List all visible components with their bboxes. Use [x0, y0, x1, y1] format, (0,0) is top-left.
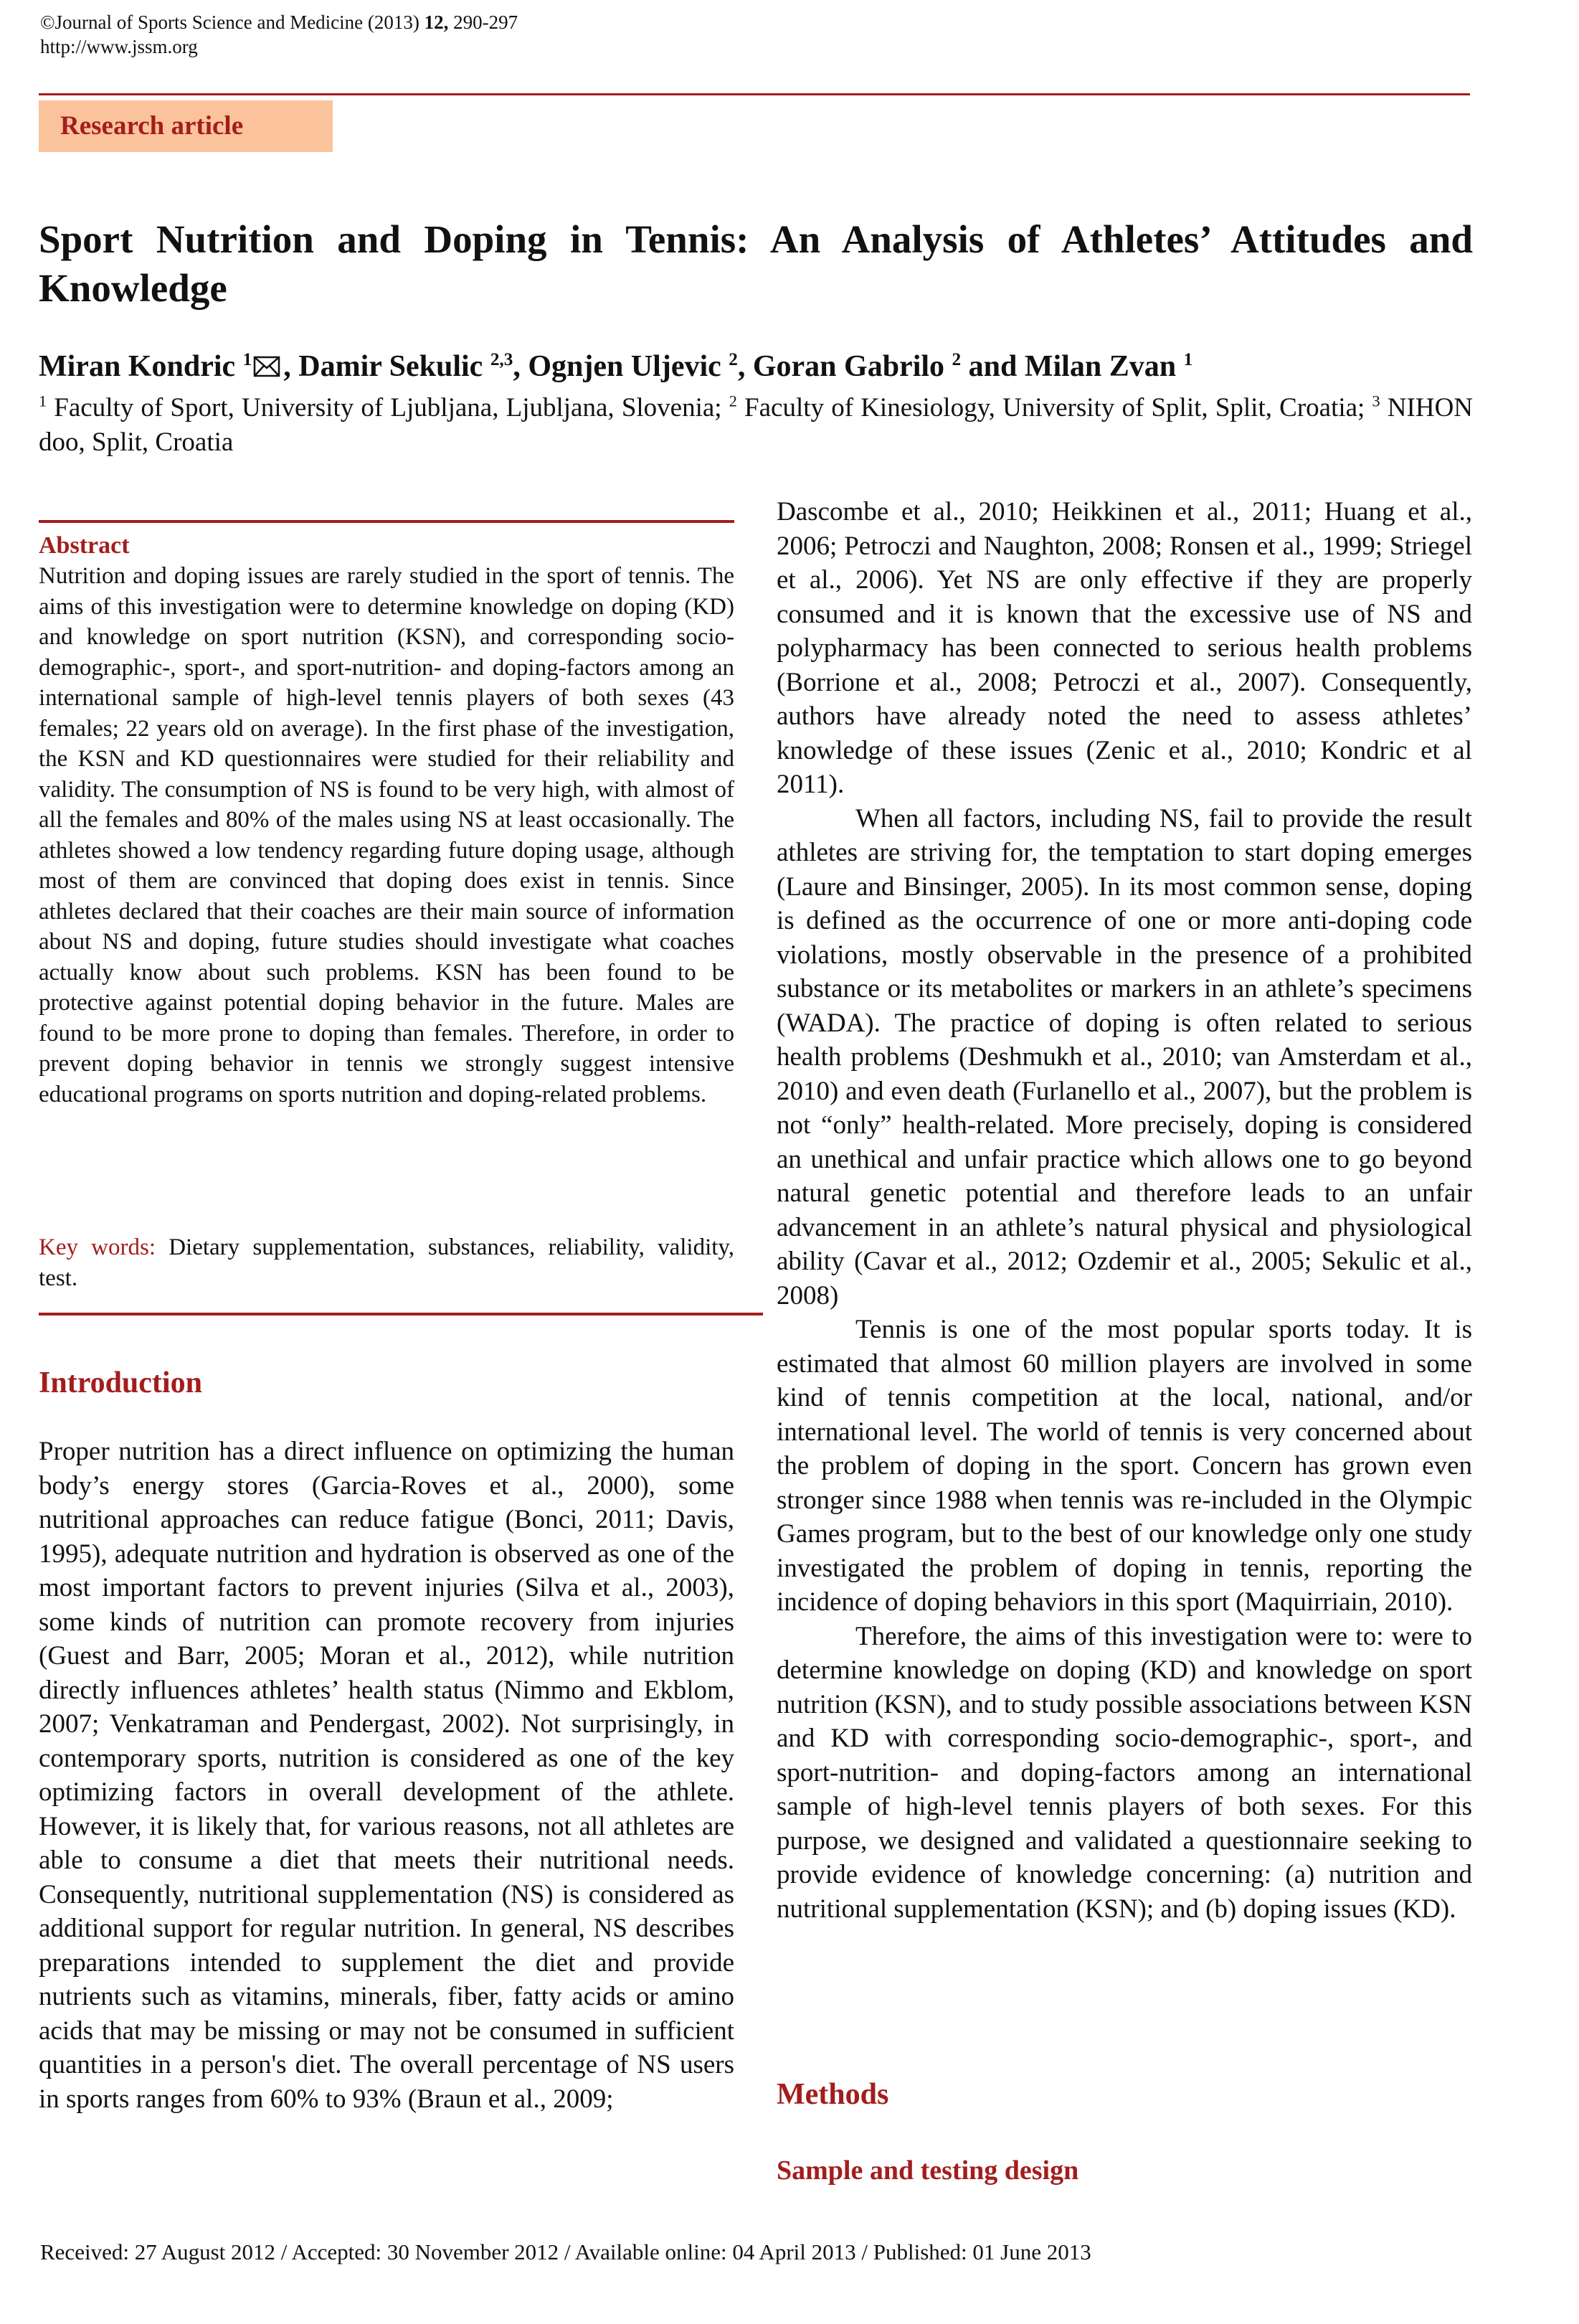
introduction-paragraph: Proper nutrition has a direct influence on optimizing the human body’s energy stores (Garcia-Roves et al., 2000), some nutritional approaches can reduce fatigue (Bonci, 2011; Davis, 1995), adequate nutrition and hydration is observed as one of the most important factors to prevent injuries (Silva et al., 2003), some kinds of nutrition can promote recovery from injuries (Guest and Barr, 2005; Moran et al., 2012), while nutrition directly influences athletes’ health status (Nimmo and Ekblom, 2007; Venkatraman and Pendergast, 2002). Not surprisingly, in contemporary sports, nutrition is considered as one of the key optimizing factors in overall development of the athlete. However, it is likely that, for various reasons, not all athletes are able to consume a diet that meets their nutritional needs. Consequently, nutritional supplementation (NS) is considered as additional support for regular nutrition. In general, NS describes preparations intended to supplement the diet and provide nutrients such as vitamins, minerals, fiber, fatty acids or amino acids that may be missing or may not be consumed in sufficient quantities in a person's diet. The overall percentage of NS users in sports ranges from 60% to 93% (Braun et al., 2009;: [39, 1437, 734, 2114]
author-name: , Ognjen Uljevic: [513, 350, 721, 383]
body-paragraph: When all factors, including NS, fail to provide the result athletes are striving for, the temptation to start doping emerges (Laure and Binsinger, 2005). In its most common sense, doping is defined as the occurrence of one or more anti-doping code violations, mostly observable in the presence of a prohibited substance or its metabolites or markers in an athlete’s specimens (WADA). The practice of doping is often related to serious health problems (Deshmukh et al., 2010; van Amsterdam et al., 2010) and even death (Furlanello et al., 2007), but the problem is not “only” health-related. More precisely, doping is considered an unethical and unfair practice which allows one to go beyond natural genetic potential and therefore leads to an unfair advancement in an athlete’s natural physical and physiological ability (Cavar et al., 2012; Ozdemir et al., 2005; Sekulic et al., 2008): [777, 803, 1472, 1310]
affil-sup: 1: [39, 392, 47, 410]
abstract-heading: Abstract: [39, 532, 130, 559]
methods-heading: Methods: [777, 2078, 889, 2111]
author-affil-sup: 2: [952, 350, 962, 369]
abstract-top-divider: [39, 520, 734, 523]
abstract-text: Nutrition and doping issues are rarely studied in the sport of tennis. The aims of this investigation were to determine knowledge on doping (KD) and knowledge on sport nutrition (KSN), and corresponding socio-demographic-, sport-, and sport-nutrition- and doping-factors among an international sample of high-level tennis players of both sexes (43 females; 22 years old on average). In the first phase of the investigation, the KSN and KD questionnaires were studied for their reliability and validity. The consumption of NS is found to be very high, with almost of all the females and 80% of the males using NS at least occasionally. The athletes showed a low tendency regarding future doping usage, although most of them are convinced that doping does exist in tennis. Since athletes declared that their coaches are their main source of information about NS and doping, future studies should investigate what coaches actually know about such problems. KSN has been found to be protective against potential doping behavior in the future. Males are found to be more prone to doping than females. Therefore, in order to prevent doping behavior in tennis we strongly suggest intensive educational programs on sports nutrition and doping-related problems.: [39, 563, 734, 1107]
header-divider: [39, 93, 1470, 95]
journal-citation: ©Journal of Sports Science and Medicine (2013) 12, 290-297: [40, 11, 518, 33]
right-column-text: [777, 495, 1472, 1926]
author-name: , Goran Gabrilo: [737, 350, 945, 383]
abstract-bottom-divider: [39, 1313, 763, 1315]
body-paragraph: Tennis is one of the most popular sports today. It is estimated that almost 60 million players are involved in some kind of tennis competition at the local, national, and/or international level. The world of tennis is very concerned about the problem of doping in the sport. Concern has grown even stronger since 1988 when tennis was re-included in the Olympic Games program, but to the best of our knowledge only one study investigated the problem of doping in tennis, reporting the incidence of doping behaviors in this sport (Maquirriain, 2010).: [777, 1315, 1472, 1617]
keywords-label: Key words:: [39, 1234, 156, 1260]
sample-design-subheading: Sample and testing design: [777, 2155, 1079, 2186]
article-title: Sport Nutrition and Doping in Tennis: An Analysis of Athletes’ Attitudes and Knowledge: [39, 217, 1473, 310]
author-affil-sup: 1: [1183, 350, 1193, 369]
affiliations: [39, 391, 1473, 460]
author-name: Miran Kondric: [39, 350, 236, 383]
journal-volume: 12,: [424, 11, 449, 33]
body-paragraph: Therefore, the aims of this investigation were to: were to determine knowledge on doping (KD) and knowledge on sport nutrition (KSN), and to study possible associations between KSN and KD with corresponding socio-demographic-, sport-, and sport-nutrition- and doping-factors among an international sample of high-level tennis players of both sexes. For this purpose, we designed and validated a questionnaire seeking to provide evidence of knowledge concerning: (a) nutrition and nutritional supplementation (KSN); and (b) doping issues (KD).: [777, 1621, 1472, 1924]
author-name: and Milan Zvan: [961, 350, 1177, 383]
journal-pages: 290-297: [453, 11, 518, 33]
author-list: [39, 348, 1473, 385]
author-affil-sup: 2,3: [490, 350, 513, 369]
affil-sup: 3: [1372, 392, 1380, 410]
author-affil-sup: 1: [242, 350, 252, 369]
affil-text: NIHON doo, Split, Croatia: [39, 393, 1474, 457]
body-paragraph: Dascombe et al., 2010; Heikkinen et al., 2011; Huang et al., 2006; Petroczi and Naughton, 2008; Ronsen et al., 1999; Striegel et al., 2006). Yet NS are only effective if they are properly consumed and it is known that the excessive use of NS and polypharmacy has been connected to serious health problems (Borrione et al., 2008; Petroczi et al., 2007). Consequently, authors have already noted the need to assess athletes’ knowledge of these issues (Zenic et al., 2010; Kondric et al 2011).: [777, 497, 1472, 799]
article-type-badge: Research article: [39, 100, 333, 152]
journal-header: [40, 10, 518, 59]
publication-dates-footer: Received: 27 August 2012 / Accepted: 30 November 2012 / Available online: 04 April 2013 / Published: 01 June 2013: [40, 2239, 1091, 2264]
affil-text: Faculty of Sport, University of Ljubljana, Ljubljana, Slovenia;: [47, 393, 729, 422]
keywords: [39, 1232, 734, 1294]
keywords-text: Dietary supplementation, substances, reliability, validity, test.: [39, 1234, 735, 1291]
author-name: , Damir Sekulic: [283, 350, 483, 383]
mail-icon[interactable]: [253, 354, 280, 379]
introduction-heading: Introduction: [39, 1366, 202, 1399]
author-affil-sup: 2: [729, 350, 738, 369]
affil-sup: 2: [729, 392, 737, 410]
journal-url[interactable]: http://www.jssm.org: [40, 36, 198, 57]
abstract: [39, 531, 734, 1110]
affil-text: Faculty of Kinesiology, University of Split, Split, Croatia;: [736, 393, 1372, 422]
